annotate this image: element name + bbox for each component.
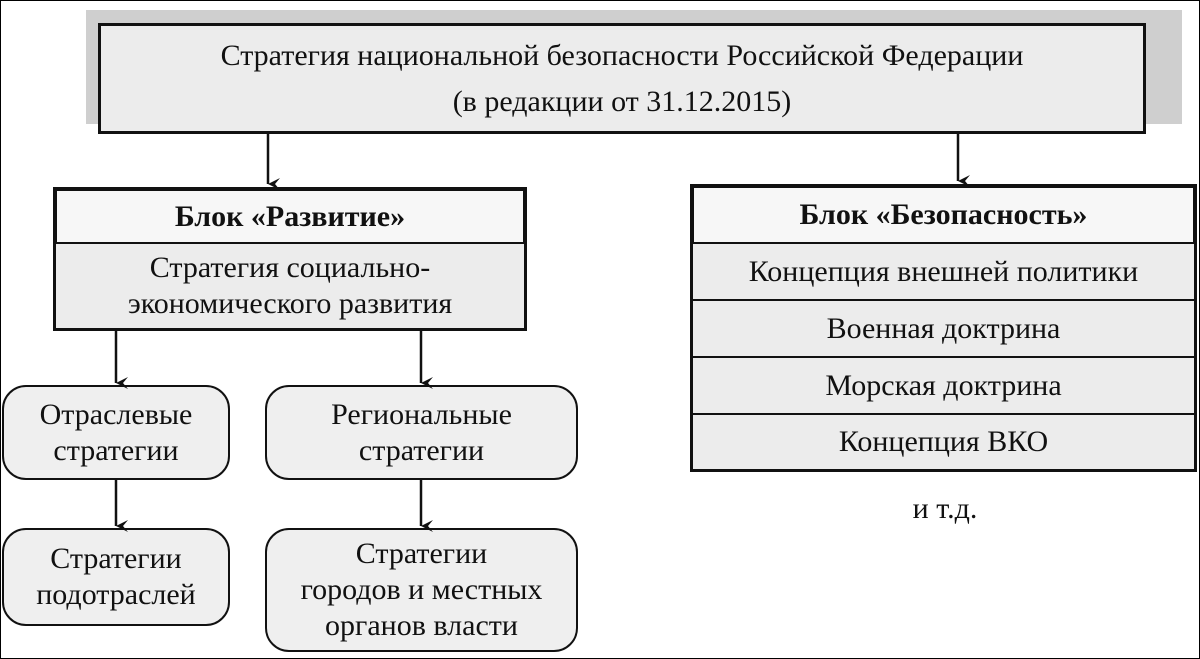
top-title-line2: (в редакции от 31.12.2015)	[452, 84, 792, 118]
development-block-header: Блок «Развитие»	[53, 187, 527, 246]
security-item-naval-doctrine: Морская доктрина	[690, 357, 1197, 416]
security-item-foreign-policy: Концепция внешней политики	[690, 243, 1197, 302]
subsectoral-strategies-box: Стратегии подотраслей	[2, 528, 230, 626]
etc-label: и т.д.	[912, 492, 978, 525]
top-title-line1: Стратегия национальной безопасности Российской Федерации	[220, 38, 1024, 72]
security-item-military-doctrine: Военная доктрина	[690, 300, 1197, 359]
socio-economic-strategy-box: Стратегия социально- экономического развития	[53, 243, 527, 331]
sectoral-strategies-box: Отраслевые стратегии	[2, 385, 230, 480]
security-item-aerospace-defense: Концепция ВКО	[690, 414, 1197, 472]
local-strategies-box: Стратегии городов и местных органов власти	[265, 528, 578, 652]
regional-strategies-box: Региональные стратегии	[265, 385, 578, 480]
security-block-header: Блок «Безопасность»	[690, 184, 1197, 246]
